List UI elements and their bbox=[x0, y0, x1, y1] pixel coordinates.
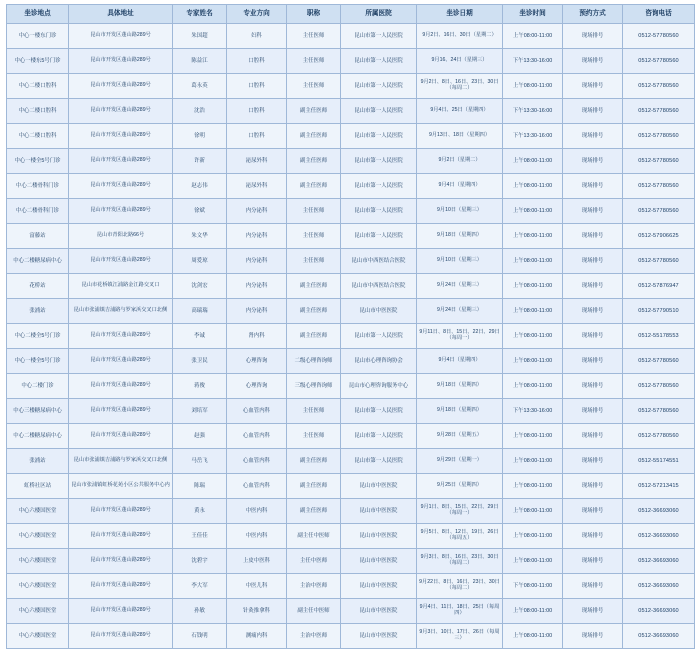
cell-title: 副主任医师 bbox=[287, 99, 341, 124]
cell-booking: 现场排号 bbox=[563, 324, 623, 349]
cell-time: 上午08:00-11:00 bbox=[503, 299, 563, 324]
cell-expert-name: 沈浩 bbox=[173, 99, 227, 124]
cell-address: 昆山市开发区蓬山路289号 bbox=[69, 174, 173, 199]
cell-address: 昆山市张浦镇吉浦路与罗家浜交叉口北侧 bbox=[69, 449, 173, 474]
cell-expert-name: 陈瑞 bbox=[173, 474, 227, 499]
table-row bbox=[7, 624, 695, 649]
cell-phone: 0512-57876947 bbox=[623, 274, 695, 299]
cell-hospital: 昆山市第一人民医院 bbox=[341, 449, 417, 474]
cell-phone: 0512-36693060 bbox=[623, 524, 695, 549]
cell-location: 中心二楼骨科门诊 bbox=[7, 174, 69, 199]
cell-hospital: 昆山市第一人民医院 bbox=[341, 399, 417, 424]
cell-address: 昆山市开发区蓬山路289号 bbox=[69, 49, 173, 74]
cell-title: 主任医师 bbox=[287, 49, 341, 74]
cell-hospital: 昆山市第一人民医院 bbox=[341, 124, 417, 149]
cell-location: 张浦站 bbox=[7, 299, 69, 324]
cell-time: 上午08:00-11:00 bbox=[503, 224, 563, 249]
cell-location: 中心六楼国医堂 bbox=[7, 574, 69, 599]
cell-phone: 0512-57780560 bbox=[623, 49, 695, 74]
cell-date: 9月24日（星期三） bbox=[417, 274, 503, 299]
cell-address: 昆山市开发区蓬山路289号 bbox=[69, 24, 173, 49]
cell-hospital: 昆山市第一人民医院 bbox=[341, 24, 417, 49]
cell-expert-name: 马岳飞 bbox=[173, 449, 227, 474]
cell-expert-name: 王佳佳 bbox=[173, 524, 227, 549]
table-row bbox=[7, 599, 695, 624]
cell-location: 中心一楼东5号门诊 bbox=[7, 49, 69, 74]
cell-hospital: 昆山市中医医院 bbox=[341, 299, 417, 324]
cell-address: 昆山市开发区蓬山路289号 bbox=[69, 524, 173, 549]
cell-address: 昆山市花桥镇江浦路金江路交叉口 bbox=[69, 274, 173, 299]
table-row bbox=[7, 74, 695, 99]
cell-expert-name: 黄永 bbox=[173, 499, 227, 524]
cell-booking: 现场排号 bbox=[563, 99, 623, 124]
cell-title: 主治中医师 bbox=[287, 574, 341, 599]
cell-location: 中心六楼国医堂 bbox=[7, 624, 69, 649]
cell-time: 上午08:00-11:00 bbox=[503, 499, 563, 524]
table-row bbox=[7, 349, 695, 374]
cell-date: 9月11日、8日、15日、22日、29日（每周一） bbox=[417, 324, 503, 349]
cell-booking: 现场排号 bbox=[563, 499, 623, 524]
cell-expert-name: 刘培军 bbox=[173, 399, 227, 424]
table-row bbox=[7, 374, 695, 399]
cell-expert-name: 许新 bbox=[173, 149, 227, 174]
cell-phone: 0512-57780560 bbox=[623, 99, 695, 124]
cell-specialty: 内分泌科 bbox=[227, 199, 287, 224]
cell-specialty: 肾内科 bbox=[227, 324, 287, 349]
cell-time: 上午08:00-11:00 bbox=[503, 349, 563, 374]
col-header-date: 坐诊日期 bbox=[417, 5, 503, 24]
cell-expert-name: 石钱明 bbox=[173, 624, 227, 649]
cell-hospital: 昆山市中西医结合医院 bbox=[341, 249, 417, 274]
cell-location: 中心一楼东门诊 bbox=[7, 24, 69, 49]
cell-address: 昆山市张浦镇吉浦路与罗家浜交叉口北侧 bbox=[69, 299, 173, 324]
cell-title: 副主任医师 bbox=[287, 274, 341, 299]
cell-booking: 现场排号 bbox=[563, 549, 623, 574]
table-row bbox=[7, 474, 695, 499]
cell-specialty: 心血管内科 bbox=[227, 424, 287, 449]
cell-phone: 0512-57213415 bbox=[623, 474, 695, 499]
cell-hospital: 昆山市第一人民医院 bbox=[341, 424, 417, 449]
table-row bbox=[7, 274, 695, 299]
cell-location: 中心六楼国医堂 bbox=[7, 499, 69, 524]
col-header-time: 坐诊时间 bbox=[503, 5, 563, 24]
cell-location: 中心二楼口腔科 bbox=[7, 99, 69, 124]
cell-hospital: 昆山市第一人民医院 bbox=[341, 149, 417, 174]
table-row bbox=[7, 174, 695, 199]
cell-booking: 现场排号 bbox=[563, 299, 623, 324]
cell-date: 9月5日、8日、12日、19日、26日（每周五） bbox=[417, 524, 503, 549]
cell-hospital: 昆山市中医医院 bbox=[341, 499, 417, 524]
cell-expert-name: 赵强 bbox=[173, 424, 227, 449]
table-row bbox=[7, 574, 695, 599]
cell-date: 9月2日（星期二） bbox=[417, 149, 503, 174]
cell-date: 9月4日、11日、18日、25日（每周四） bbox=[417, 599, 503, 624]
cell-booking: 现场排号 bbox=[563, 349, 623, 374]
cell-expert-name: 张卫民 bbox=[173, 349, 227, 374]
cell-time: 上午08:00-11:00 bbox=[503, 449, 563, 474]
cell-location: 中心二楼糖尿病中心 bbox=[7, 249, 69, 274]
cell-title: 副主任医师 bbox=[287, 299, 341, 324]
cell-address: 昆山市张浦镇虹桥花苑小区公共服务中心内 bbox=[69, 474, 173, 499]
cell-booking: 现场排号 bbox=[563, 524, 623, 549]
cell-location: 中心二楼糖尿病中心 bbox=[7, 424, 69, 449]
cell-phone: 0512-57780560 bbox=[623, 74, 695, 99]
cell-title: 主任医师 bbox=[287, 224, 341, 249]
cell-title: 副主任医师 bbox=[287, 174, 341, 199]
cell-location: 富藤站 bbox=[7, 224, 69, 249]
cell-specialty: 中医儿科 bbox=[227, 574, 287, 599]
cell-time: 上午08:00-11:00 bbox=[503, 324, 563, 349]
cell-specialty: 口腔科 bbox=[227, 99, 287, 124]
cell-phone: 0512-57780560 bbox=[623, 399, 695, 424]
table-row bbox=[7, 424, 695, 449]
cell-specialty: 口腔科 bbox=[227, 74, 287, 99]
cell-booking: 现场排号 bbox=[563, 449, 623, 474]
cell-location: 花桥站 bbox=[7, 274, 69, 299]
cell-title: 主任医师 bbox=[287, 424, 341, 449]
cell-booking: 现场排号 bbox=[563, 574, 623, 599]
cell-date: 9月18日（星期四） bbox=[417, 224, 503, 249]
cell-specialty: 上皮中医科 bbox=[227, 549, 287, 574]
cell-title: 副主任医师 bbox=[287, 449, 341, 474]
cell-expert-name: 葛永英 bbox=[173, 74, 227, 99]
cell-location: 中心二楼全5号门诊 bbox=[7, 324, 69, 349]
cell-expert-name: 朱国超 bbox=[173, 24, 227, 49]
cell-expert-name: 沈剑宏 bbox=[173, 274, 227, 299]
cell-time: 上午08:00-11:00 bbox=[503, 599, 563, 624]
cell-address: 昆山市开发区蓬山路289号 bbox=[69, 624, 173, 649]
cell-date: 9月16、24日（星期三） bbox=[417, 49, 503, 74]
cell-expert-name: 赵志伟 bbox=[173, 174, 227, 199]
col-header-title: 职称 bbox=[287, 5, 341, 24]
cell-booking: 现场排号 bbox=[563, 249, 623, 274]
cell-phone: 0512-57780560 bbox=[623, 149, 695, 174]
cell-address: 昆山市开发区蓬山路289号 bbox=[69, 549, 173, 574]
cell-hospital: 昆山市中医医院 bbox=[341, 524, 417, 549]
cell-title: 副主任中医师 bbox=[287, 599, 341, 624]
cell-time: 下午08:00-11:00 bbox=[503, 574, 563, 599]
cell-date: 9月10日（星期三） bbox=[417, 249, 503, 274]
cell-date: 9月13日、18日（星期四） bbox=[417, 124, 503, 149]
cell-hospital: 昆山市中医医院 bbox=[341, 474, 417, 499]
table-row bbox=[7, 399, 695, 424]
expert-schedule-table bbox=[6, 4, 695, 649]
cell-expert-name: 孙敏 bbox=[173, 599, 227, 624]
cell-booking: 现场排号 bbox=[563, 74, 623, 99]
cell-date: 9月2日、16日、30日（星期二） bbox=[417, 24, 503, 49]
cell-address: 昆山市开发区蓬山路289号 bbox=[69, 599, 173, 624]
col-header-phone: 咨询电话 bbox=[623, 5, 695, 24]
cell-time: 下午13:30-16:00 bbox=[503, 399, 563, 424]
cell-specialty: 内分泌科 bbox=[227, 224, 287, 249]
cell-specialty: 内分泌科 bbox=[227, 249, 287, 274]
cell-specialty: 心血管内科 bbox=[227, 474, 287, 499]
cell-date: 9月3日、10日、17日、26日（每周三） bbox=[417, 624, 503, 649]
cell-location: 中心二楼口腔科 bbox=[7, 74, 69, 99]
cell-phone: 0512-57780560 bbox=[623, 424, 695, 449]
cell-phone: 0512-57906625 bbox=[623, 224, 695, 249]
cell-date: 9月2日、8日、16日、23日、30日（每周二） bbox=[417, 74, 503, 99]
table-row bbox=[7, 24, 695, 49]
cell-title: 三级心理咨询师 bbox=[287, 374, 341, 399]
cell-title: 主治中医师 bbox=[287, 624, 341, 649]
cell-date: 9月4日、25日（星期四） bbox=[417, 99, 503, 124]
cell-booking: 现场排号 bbox=[563, 124, 623, 149]
cell-booking: 现场排号 bbox=[563, 24, 623, 49]
cell-phone: 0512-57780560 bbox=[623, 249, 695, 274]
col-header-expert-name: 专家姓名 bbox=[173, 5, 227, 24]
cell-date: 9月18日（星期四） bbox=[417, 399, 503, 424]
cell-address: 昆山市开发区蓬山路289号 bbox=[69, 199, 173, 224]
cell-expert-name: 徐斌 bbox=[173, 199, 227, 224]
cell-title: 主任中医师 bbox=[287, 549, 341, 574]
cell-expert-name: 周爱琼 bbox=[173, 249, 227, 274]
cell-time: 下午13:30-16:00 bbox=[503, 124, 563, 149]
cell-address: 昆山市开发区蓬山路289号 bbox=[69, 149, 173, 174]
table-row bbox=[7, 249, 695, 274]
cell-time: 上午08:00-11:00 bbox=[503, 199, 563, 224]
cell-expert-name: 朱文华 bbox=[173, 224, 227, 249]
cell-specialty: 心血管内科 bbox=[227, 399, 287, 424]
table-row bbox=[7, 299, 695, 324]
table-row bbox=[7, 49, 695, 74]
cell-time: 上午08:00-11:00 bbox=[503, 374, 563, 399]
cell-date: 9月18日（星期四） bbox=[417, 374, 503, 399]
cell-date: 9月10日（星期三） bbox=[417, 199, 503, 224]
table-header bbox=[7, 5, 695, 24]
cell-phone: 0512-55178553 bbox=[623, 324, 695, 349]
cell-specialty: 针灸推拿科 bbox=[227, 599, 287, 624]
cell-date: 9月4日（星期四） bbox=[417, 349, 503, 374]
cell-specialty: 中医内科 bbox=[227, 524, 287, 549]
cell-phone: 0512-36693060 bbox=[623, 549, 695, 574]
cell-time: 上午08:00-11:00 bbox=[503, 24, 563, 49]
table-row bbox=[7, 549, 695, 574]
cell-hospital: 昆山市第一人民医院 bbox=[341, 199, 417, 224]
cell-location: 虹桥社区站 bbox=[7, 474, 69, 499]
col-header-location: 坐诊地点 bbox=[7, 5, 69, 24]
table-row bbox=[7, 224, 695, 249]
cell-phone: 0512-57780560 bbox=[623, 124, 695, 149]
cell-booking: 现场排号 bbox=[563, 49, 623, 74]
cell-hospital: 昆山市第一人民医院 bbox=[341, 74, 417, 99]
cell-time: 下午13:30-16:00 bbox=[503, 49, 563, 74]
col-header-address: 具体地址 bbox=[69, 5, 173, 24]
cell-date: 9月24日（星期三） bbox=[417, 299, 503, 324]
cell-hospital: 昆山市第一人民医院 bbox=[341, 224, 417, 249]
cell-hospital: 昆山市中医医院 bbox=[341, 574, 417, 599]
cell-specialty: 泌尿外科 bbox=[227, 174, 287, 199]
cell-booking: 现场排号 bbox=[563, 474, 623, 499]
cell-location: 中心二楼口腔科 bbox=[7, 124, 69, 149]
col-header-booking: 预约方式 bbox=[563, 5, 623, 24]
cell-phone: 0512-57780560 bbox=[623, 199, 695, 224]
cell-hospital: 昆山市第一人民医院 bbox=[341, 174, 417, 199]
table-body bbox=[7, 24, 695, 649]
cell-location: 张浦站 bbox=[7, 449, 69, 474]
cell-specialty: 口腔科 bbox=[227, 124, 287, 149]
cell-hospital: 昆山市第一人民医院 bbox=[341, 324, 417, 349]
cell-title: 主任医师 bbox=[287, 199, 341, 224]
cell-address: 昆山市开发区蓬山路289号 bbox=[69, 74, 173, 99]
header-row bbox=[7, 5, 695, 24]
table-row bbox=[7, 324, 695, 349]
cell-time: 上午08:00-11:00 bbox=[503, 74, 563, 99]
cell-expert-name: 李大军 bbox=[173, 574, 227, 599]
cell-specialty: 中医内科 bbox=[227, 499, 287, 524]
cell-time: 上午08:00-11:00 bbox=[503, 174, 563, 199]
cell-title: 主任医师 bbox=[287, 399, 341, 424]
table-row bbox=[7, 99, 695, 124]
cell-booking: 现场排号 bbox=[563, 149, 623, 174]
cell-booking: 现场排号 bbox=[563, 274, 623, 299]
cell-hospital: 昆山市中医医院 bbox=[341, 599, 417, 624]
cell-booking: 现场排号 bbox=[563, 624, 623, 649]
cell-booking: 现场排号 bbox=[563, 399, 623, 424]
table-row bbox=[7, 524, 695, 549]
cell-location: 中心六楼国医堂 bbox=[7, 524, 69, 549]
cell-booking: 现场排号 bbox=[563, 374, 623, 399]
cell-address: 昆山市开发区蓬山路289号 bbox=[69, 349, 173, 374]
cell-address: 昆山市开发区蓬山路289号 bbox=[69, 374, 173, 399]
cell-hospital: 昆山市中医医院 bbox=[341, 549, 417, 574]
cell-address: 昆山市青阳北路66号 bbox=[69, 224, 173, 249]
table-row bbox=[7, 449, 695, 474]
table-row bbox=[7, 199, 695, 224]
col-header-specialty: 专业方向 bbox=[227, 5, 287, 24]
table-row bbox=[7, 499, 695, 524]
cell-address: 昆山市开发区蓬山路289号 bbox=[69, 399, 173, 424]
table-row bbox=[7, 124, 695, 149]
cell-phone: 0512-57780560 bbox=[623, 174, 695, 199]
cell-booking: 现场排号 bbox=[563, 424, 623, 449]
cell-specialty: 口腔科 bbox=[227, 49, 287, 74]
cell-date: 9月25日（星期四） bbox=[417, 474, 503, 499]
cell-hospital: 昆山市心理咨询协会 bbox=[341, 349, 417, 374]
cell-booking: 现场排号 bbox=[563, 599, 623, 624]
cell-specialty: 测痛内科 bbox=[227, 624, 287, 649]
cell-hospital: 昆山市中西医结合医院 bbox=[341, 274, 417, 299]
cell-date: 9月3日、8日、16日、23日、30日（每周二） bbox=[417, 549, 503, 574]
cell-expert-name: 沈碧宇 bbox=[173, 549, 227, 574]
cell-address: 昆山市开发区蓬山路289号 bbox=[69, 574, 173, 599]
cell-title: 副主任医师 bbox=[287, 149, 341, 174]
cell-expert-name: 高瑞瑞 bbox=[173, 299, 227, 324]
cell-time: 下午13:30-16:00 bbox=[503, 99, 563, 124]
cell-title: 副主任医师 bbox=[287, 474, 341, 499]
cell-specialty: 泌尿外科 bbox=[227, 149, 287, 174]
cell-title: 二级心理咨询师 bbox=[287, 349, 341, 374]
cell-hospital: 昆山市心理咨询服务中心 bbox=[341, 374, 417, 399]
cell-phone: 0512-57790510 bbox=[623, 299, 695, 324]
col-header-hospital: 所属医院 bbox=[341, 5, 417, 24]
cell-time: 上午08:00-11:00 bbox=[503, 249, 563, 274]
cell-expert-name: 蒋俊 bbox=[173, 374, 227, 399]
cell-hospital: 昆山市第一人民医院 bbox=[341, 99, 417, 124]
cell-title: 副主任医师 bbox=[287, 499, 341, 524]
cell-address: 昆山市开发区蓬山路289号 bbox=[69, 324, 173, 349]
cell-address: 昆山市开发区蓬山路289号 bbox=[69, 99, 173, 124]
cell-specialty: 内分泌科 bbox=[227, 274, 287, 299]
cell-time: 上午08:00-11:00 bbox=[503, 549, 563, 574]
cell-specialty: 心理咨询 bbox=[227, 349, 287, 374]
cell-phone: 0512-36693060 bbox=[623, 624, 695, 649]
cell-date: 9月1日、8日、15日、22日、29日（每周一） bbox=[417, 499, 503, 524]
cell-address: 昆山市开发区蓬山路289号 bbox=[69, 499, 173, 524]
cell-time: 上午08:00-11:00 bbox=[503, 624, 563, 649]
cell-title: 主任医师 bbox=[287, 24, 341, 49]
cell-time: 上午08:00-11:00 bbox=[503, 274, 563, 299]
cell-location: 中心三楼糖尿病中心 bbox=[7, 399, 69, 424]
cell-location: 中心六楼国医堂 bbox=[7, 599, 69, 624]
cell-phone: 0512-36693060 bbox=[623, 574, 695, 599]
cell-location: 中心二楼门诊 bbox=[7, 374, 69, 399]
cell-booking: 现场排号 bbox=[563, 199, 623, 224]
cell-specialty: 妇科 bbox=[227, 24, 287, 49]
cell-specialty: 心理咨询 bbox=[227, 374, 287, 399]
cell-date: 9月4日（星期四） bbox=[417, 174, 503, 199]
cell-address: 昆山市开发区蓬山路289号 bbox=[69, 249, 173, 274]
cell-time: 上午08:00-11:00 bbox=[503, 424, 563, 449]
cell-expert-name: 徐明 bbox=[173, 124, 227, 149]
cell-phone: 0512-55174551 bbox=[623, 449, 695, 474]
cell-title: 副主任医师 bbox=[287, 124, 341, 149]
cell-time: 上午08:00-11:00 bbox=[503, 149, 563, 174]
cell-date: 9月22日、8日、16日、23日、30日（每周二） bbox=[417, 574, 503, 599]
cell-date: 9月28日（星期五） bbox=[417, 424, 503, 449]
cell-hospital: 昆山市第一人民医院 bbox=[341, 49, 417, 74]
cell-booking: 现场排号 bbox=[563, 174, 623, 199]
cell-time: 上午08:00-11:00 bbox=[503, 474, 563, 499]
cell-phone: 0512-57780560 bbox=[623, 349, 695, 374]
cell-expert-name: 李诚 bbox=[173, 324, 227, 349]
cell-expert-name: 陈益江 bbox=[173, 49, 227, 74]
cell-phone: 0512-57780560 bbox=[623, 24, 695, 49]
cell-phone: 0512-36693060 bbox=[623, 499, 695, 524]
cell-title: 主任医师 bbox=[287, 74, 341, 99]
cell-location: 中心二楼骨科门诊 bbox=[7, 199, 69, 224]
cell-specialty: 心血管内科 bbox=[227, 449, 287, 474]
table-row bbox=[7, 149, 695, 174]
cell-location: 中心一楼全5号门诊 bbox=[7, 349, 69, 374]
cell-hospital: 昆山市中医医院 bbox=[341, 624, 417, 649]
cell-time: 上午08:00-11:00 bbox=[503, 524, 563, 549]
cell-specialty: 内分泌科 bbox=[227, 299, 287, 324]
cell-address: 昆山市开发区蓬山路289号 bbox=[69, 424, 173, 449]
cell-location: 中心一楼全5号门诊 bbox=[7, 149, 69, 174]
cell-address: 昆山市开发区蓬山路289号 bbox=[69, 124, 173, 149]
cell-phone: 0512-57780560 bbox=[623, 374, 695, 399]
cell-date: 9月29日（星期一） bbox=[417, 449, 503, 474]
cell-title: 主任医师 bbox=[287, 249, 341, 274]
cell-phone: 0512-36693060 bbox=[623, 599, 695, 624]
cell-location: 中心六楼国医堂 bbox=[7, 549, 69, 574]
cell-booking: 现场排号 bbox=[563, 224, 623, 249]
cell-title: 副主任中医师 bbox=[287, 524, 341, 549]
cell-title: 副主任医师 bbox=[287, 324, 341, 349]
